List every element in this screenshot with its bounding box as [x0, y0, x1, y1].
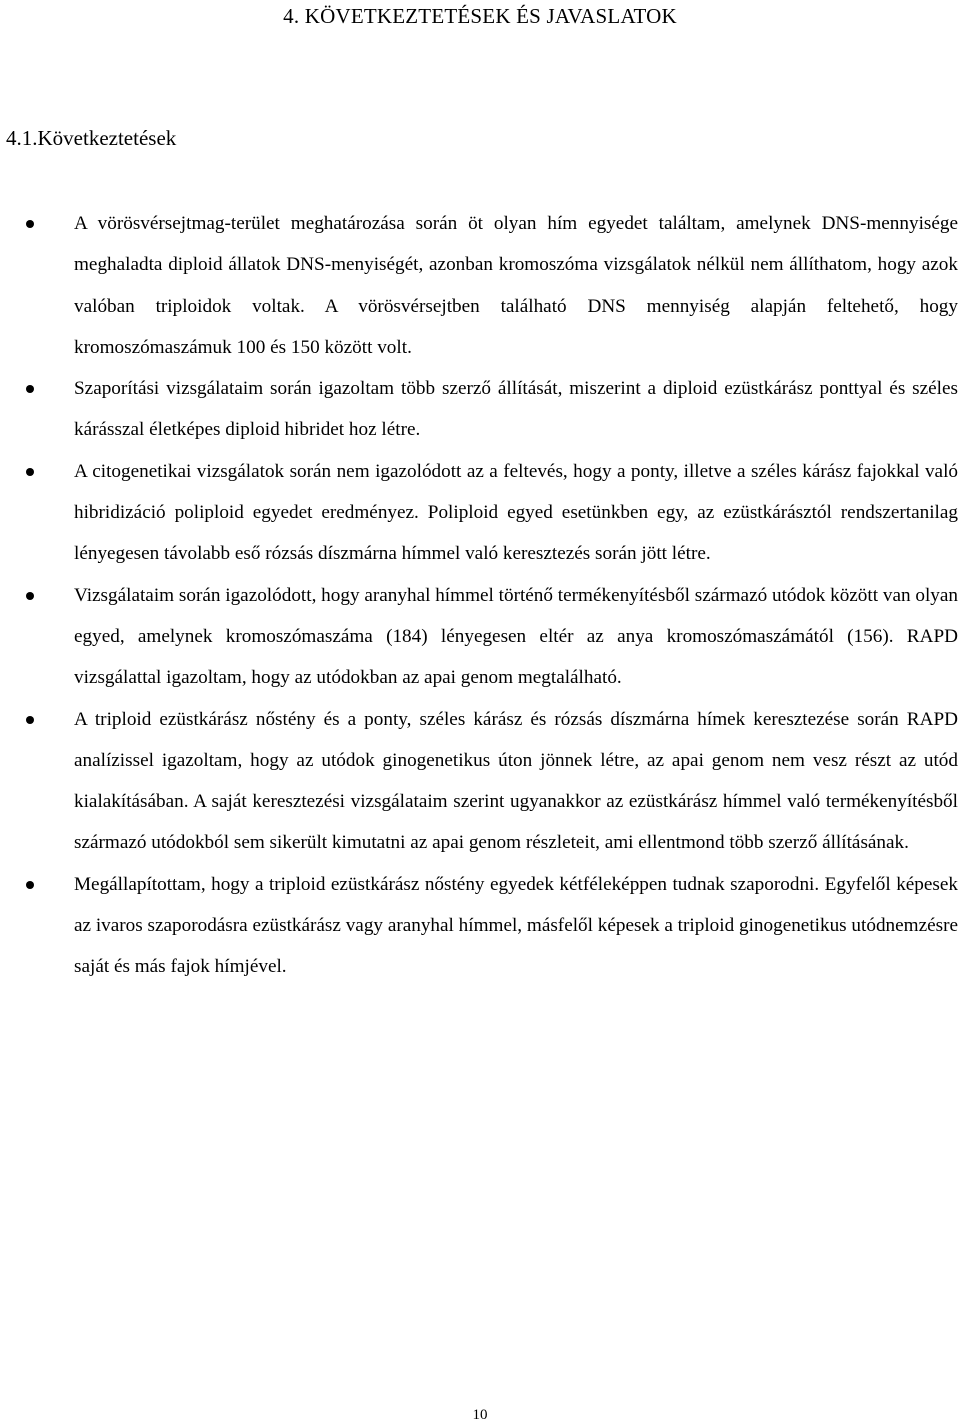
page-number: 10: [472, 1407, 488, 1423]
list-item: [0, 368, 958, 451]
bullet-icon: [26, 468, 34, 476]
bullet-icon: [26, 385, 34, 393]
bullet-icon: [26, 881, 34, 889]
list-item-text: A citogenetikai vizsgálatok során nem igazolódott az a feltevés, hogy a ponty, illetve a széles kárász fajokkal való hibridizáció poliploid egyedet eredményez. Poliploid egyed esetünkben egy, az ezüstkárásztól rendszertanilag lényegesen távolabb eső rózsás díszmárna hímmel való keresztezés során jött létre.: [74, 460, 958, 565]
chapter-title: 4. KÖVETKEZTETÉSEK ÉS JAVASLATOK: [283, 4, 677, 28]
section-title: 4.1.Következtetések: [6, 126, 177, 150]
list-item-text: Megállapítottam, hogy a triploid ezüstkárász nőstény egyedek kétféleképpen tudnak szaporodni. Egyfelől képesek az ivaros szaporodásra ezüstkárász vagy aranyhal hímmel, másfelől képesek a triploid ginogenetikus utódnemzésre saját és más fajok hímjével.: [74, 873, 958, 978]
list-item-text: Vizsgálataim során igazolódott, hogy aranyhal hímmel történő termékenyítésből származó utódok között van olyan egyed, amelynek kromoszómaszáma (184) lényegesen eltér az anya kromoszómaszámától (156). RAPD vizsgálattal igazoltam, hogy az utódokban az apai genom megtalálható.: [74, 584, 958, 689]
list-item: [0, 451, 958, 575]
list-item-text: A vörösvérsejtmag-terület meghatározása során öt olyan hím egyedet találtam, amelynek DNS-mennyisége meghaladta diploid állatok DNS-menyiségét, azonban kromoszóma vizsgálatok nélkül nem állíthatom, hogy azok valóban triploidok voltak. A vörösvérsejtben található DNS mennyiség alapján feltehető, hogy kromoszómaszámuk 100 és 150 között volt.: [74, 213, 958, 358]
conclusions-list: [0, 203, 960, 988]
list-item: [0, 203, 958, 368]
list-item: [0, 575, 958, 699]
list-item: [0, 699, 958, 864]
list-item-text: A triploid ezüstkárász nőstény és a ponty, széles kárász és rózsás díszmárna hímek keresztezése során RAPD analízissel igazoltam, hogy az utódok ginogenetikus úton jönnek létre, az apai genom nem vesz részt az utód kialakításában. A saját keresztezési vizsgálataim szerint ugyanakkor az ezüstkárász hímmel való termékenyítésből származó utódokból sem sikerült kimutatni az apai genom részleteit, ami ellentmond több szerző állításának.: [74, 708, 958, 854]
bullet-icon: [26, 592, 34, 600]
bullet-icon: [26, 716, 34, 724]
bullet-icon: [26, 220, 34, 228]
list-item-text: Szaporítási vizsgálataim során igazoltam több szerző állítását, miszerint a diploid ezüstkárász ponttyal és széles kárásszal életképes diploid hibridet hoz létre.: [74, 378, 958, 441]
list-item: [0, 864, 958, 988]
